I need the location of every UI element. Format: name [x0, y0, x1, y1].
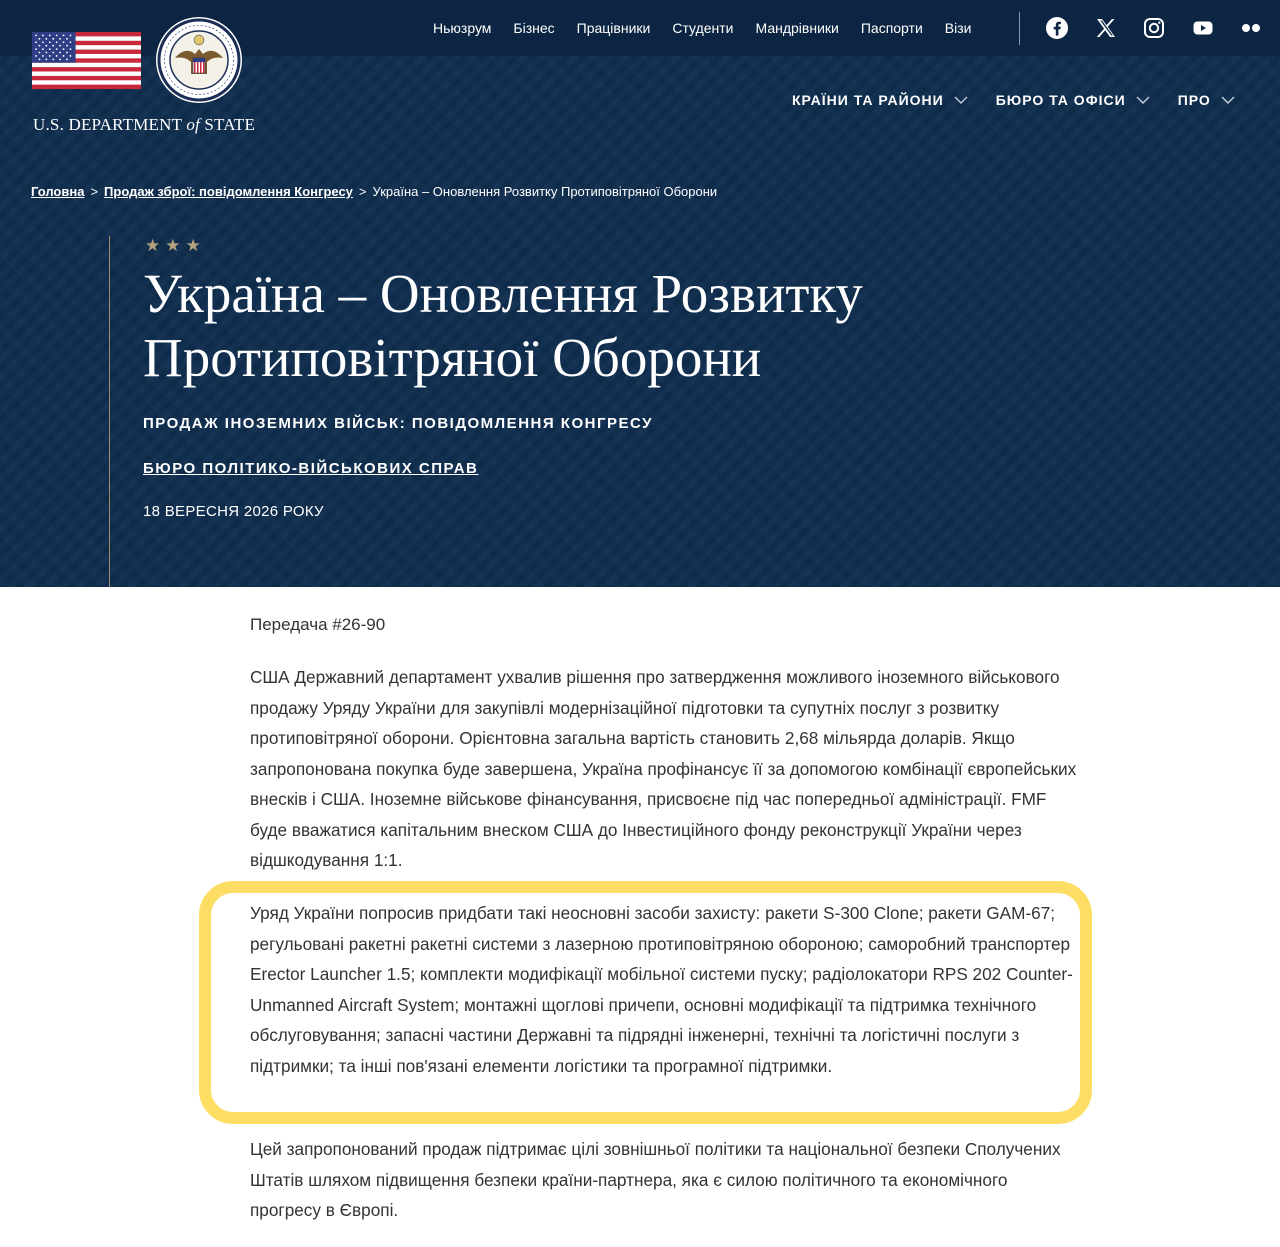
nav-about[interactable]	[1178, 92, 1235, 108]
nav-countries-areas-label: КРАЇНИ ТА РАЙОНИ	[792, 92, 944, 108]
breadcrumb-separator: >	[90, 184, 99, 199]
youtube-icon[interactable]	[1191, 16, 1215, 40]
title-rule	[109, 236, 110, 587]
nav-about-label: ПРО	[1177, 92, 1211, 108]
main-nav	[792, 92, 1263, 108]
us-flag-icon	[32, 32, 141, 89]
nav-bureaus-offices[interactable]	[996, 92, 1150, 108]
nav-business[interactable]: Бізнес	[513, 20, 555, 36]
bureau-link[interactable]: БЮРО ПОЛІТИКО-ВІЙСЬКОВИХ СПРАВ	[143, 460, 479, 477]
nav-newsroom[interactable]: Ньюзрум	[433, 20, 492, 36]
nav-students[interactable]: Студенти	[672, 20, 734, 36]
nav-passports[interactable]: Паспорти	[860, 20, 923, 36]
nav-visas[interactable]: Візи	[944, 20, 972, 36]
flickr-icon[interactable]	[1239, 16, 1263, 40]
breadcrumb-separator: >	[358, 184, 367, 199]
transmittal-number: Передача #26-90	[250, 615, 386, 634]
instagram-icon[interactable]	[1142, 16, 1166, 40]
breadcrumb-current: Україна – Оновлення Розвитку Протиповітряної Оборони	[372, 184, 718, 199]
social-links	[1045, 16, 1280, 40]
department-seal-icon	[155, 16, 243, 104]
breadcrumb-section-link[interactable]: Продаж зброї: повідомлення Конгресу	[104, 184, 353, 199]
department-logo-link[interactable]	[32, 16, 256, 136]
chevron-down-icon	[1221, 96, 1235, 105]
article-paragraph: Цей запропонований продаж підтримає цілі зовнішньої політики та національної безпеки Сполучених Штатів шляхом підвищення безпеки країни-партнера, яка є силою політичного та економічного прогресу в Європі.	[250, 1139, 1061, 1220]
article-paragraph-highlighted: Уряд України попросив придбати такі неосновні засоби захисту: ракети S-300 Clone; ракети GAM-67; регульовані ракетні ракетні системи з лазерною протиповітряною обороною; саморобний транспортер Erector Launcher 1.5; комплекти модифікації мобільної системи пуску; радіолокатори RPS 202 Counter-Unmanned Aircraft System; монтажні щоглові причепи, основні модифікації та підтримка технічного обслуговування; запасні частини Державні та підрядні інженерні, технічні та логістичні послуги з підтримки; та інші пов'язані елементи логістики та програмної підтримки.	[250, 903, 1073, 1076]
nav-employees[interactable]: Працівники	[576, 20, 651, 36]
breadcrumb	[31, 184, 717, 199]
site-header	[0, 0, 1280, 587]
article-category: ПРОДАЖ ІНОЗЕМНИХ ВІЙСЬК: ПОВІДОМЛЕННЯ КОНГРЕСУ	[143, 415, 653, 432]
x-icon[interactable]	[1094, 16, 1118, 40]
breadcrumb-home-link[interactable]: Головна	[31, 184, 85, 199]
nav-divider	[1019, 12, 1020, 45]
article-paragraph: США Державний департамент ухвалив рішення про затвердження можливого іноземного військового продажу Уряду України для закупівлі модернізаційної підготовки та супутніх послуг з розвитку протиповітряної оборони. Орієнтовна загальна вартість становить 2,68 мільярда доларів. Якщо запропонована покупка буде завершена, Україна профінансує її за допомогою комбінації європейських внесків і США. Іноземне військове фінансування, присвоєне під час попередньої адміністрації. FMF буде вважатися капітальним внеском США до Інвестиційного фонду реконструкції України через відшкодування 1:1.	[250, 667, 1077, 870]
department-wordmark: U.S. DEPARTMENT of STATE	[33, 115, 256, 134]
facebook-icon[interactable]	[1045, 16, 1069, 40]
publish-date: 18 ВЕРЕСНЯ 2026 РОКУ	[143, 503, 324, 520]
nav-bureaus-offices-label: БЮРО ТА ОФІСИ	[995, 92, 1126, 108]
nav-countries-areas[interactable]	[792, 92, 968, 108]
stars-decoration: ★★★	[145, 236, 206, 255]
nav-travelers[interactable]: Мандрівники	[755, 20, 839, 36]
chevron-down-icon	[1136, 96, 1150, 105]
chevron-down-icon	[954, 96, 968, 105]
utility-nav	[433, 19, 993, 37]
page-title: Україна – Оновлення Розвитку Протиповітряної Оборони	[143, 263, 863, 388]
